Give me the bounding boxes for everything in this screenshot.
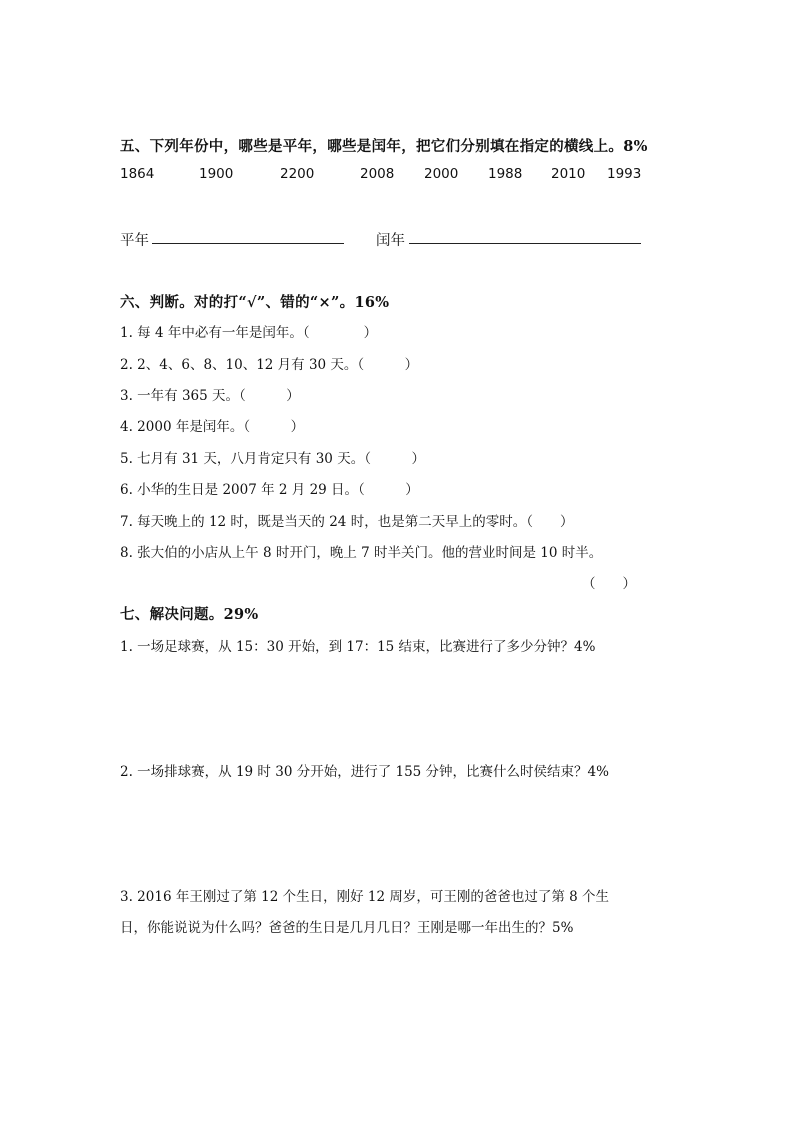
year-item: 2000 [424,166,459,182]
problem-2: 2. 一场排球赛，从 19 时 30 分开始，进行了 155 分钟，比赛什么时侯结束？4% [120,764,609,780]
leap-year-answer-line[interactable] [409,242,641,244]
judgement-item-7[interactable]: 7. 每天晚上的 12 时，既是当天的 24 时，也是第二天早上的零时。（ ） [120,514,574,530]
judgement-item-4[interactable]: 4. 2000 年是闰年。（ ） [120,419,305,435]
year-item: 1993 [607,166,642,182]
year-item: 2008 [360,166,395,182]
judgement-item-8-answer[interactable]: （ ） [582,576,636,592]
judgement-item-8: 8. 张大伯的小店从上午 8 时开门，晚上 7 时半关门。他的营业时间是 10 时半。 [120,545,603,561]
leap-year-label: 闰年 [376,233,405,249]
section-6-heading: 六、判断。对的打“√”、错的“×”。16% [120,294,390,311]
year-item: 1900 [199,166,234,182]
common-year-answer-line[interactable] [152,242,344,244]
judgement-item-6[interactable]: 6. 小华的生日是 2007 年 2 月 29 日。（ ） [120,482,419,498]
section-5-heading: 五、下列年份中，哪些是平年，哪些是闰年，把它们分别填在指定的横线上。8% [120,138,648,155]
year-item: 2010 [551,166,586,182]
judgement-item-3[interactable]: 3. 一年有 365 天。（ ） [120,388,300,404]
common-year-label: 平年 [120,233,149,249]
year-item: 1988 [488,166,523,182]
year-item: 2200 [280,166,315,182]
problem-3-line-1: 3. 2016 年王刚过了第 12 个生日，刚好 12 周岁，可王刚的爸爸也过了第 8 个生 [120,889,610,905]
judgement-item-2[interactable]: 2. 2、4、6、8、10、12 月有 30 天。（ ） [120,357,419,373]
section-7-heading: 七、解决问题。29% [120,606,259,623]
year-item: 1864 [120,166,155,182]
judgement-item-5[interactable]: 5. 七月有 31 天，八月肯定只有 30 天。（ ） [120,451,425,467]
problem-3-line-2: 日，你能说说为什么吗？爸爸的生日是几月几日？王刚是哪一年出生的？5% [120,920,574,936]
problem-1: 1. 一场足球赛，从 15：30 开始，到 17：15 结束，比赛进行了多少分钟？4% [120,639,596,655]
judgement-item-1[interactable]: 1. 每 4 年中必有一年是闰年。（ ） [120,325,378,341]
